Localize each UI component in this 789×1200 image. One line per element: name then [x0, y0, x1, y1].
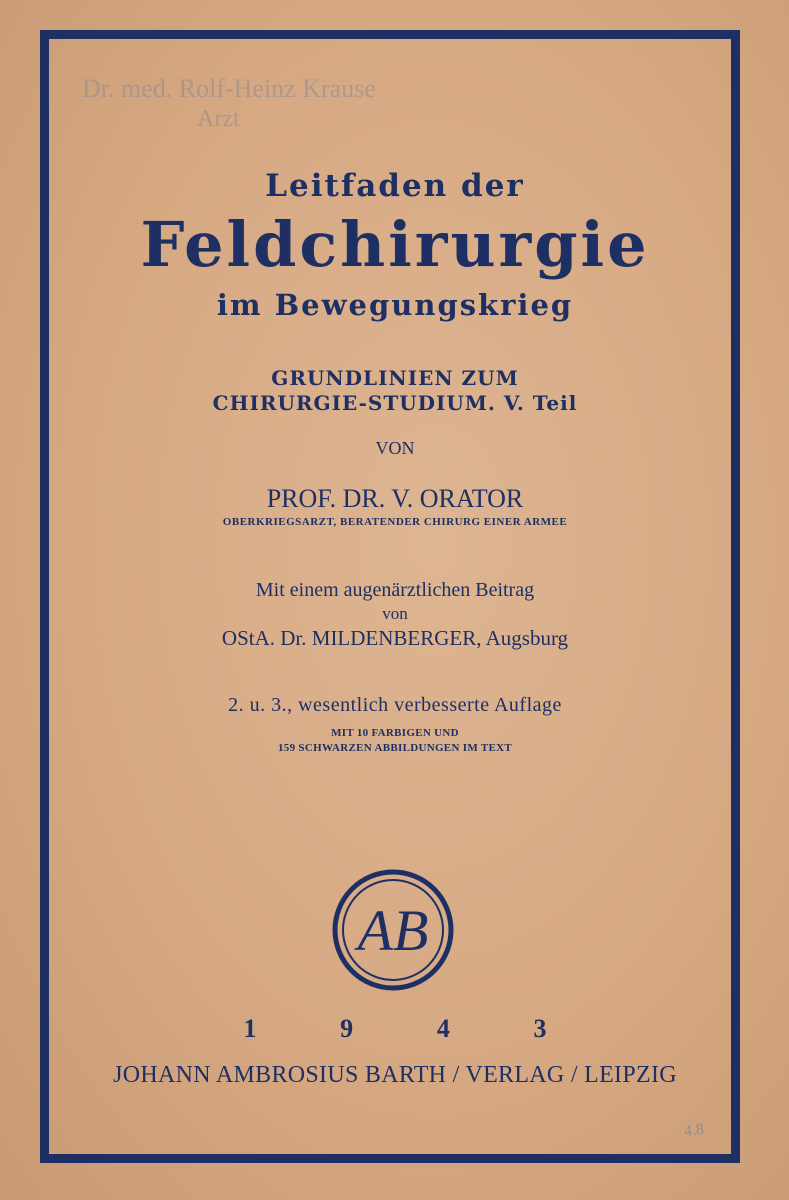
year-digit: 1 — [243, 1014, 257, 1043]
contribution-line: Mit einem augenärztlichen Beitrag — [255, 579, 535, 601]
subtitle — [60, 366, 730, 416]
illustrations-line-2: 159 SCHWARZEN ABBILDUNGEN IM TEXT — [277, 742, 513, 754]
year-digit: 4 — [436, 1014, 450, 1043]
stamp-line-2: Arzt — [197, 106, 240, 132]
illustrations-note — [60, 726, 730, 756]
title-main: Feldchirurgie — [140, 208, 650, 281]
by-label: VON — [375, 438, 415, 458]
year-digit: 9 — [340, 1014, 354, 1043]
edition-note: 2. u. 3., wesentlich verbesserte Auflage — [228, 694, 562, 716]
subtitle-line-2: CHIRURGIE-STUDIUM. V. Teil — [212, 391, 578, 415]
title-line-3: im Bewegungskrieg — [216, 288, 574, 322]
author-name: PROF. DR. V. ORATOR — [266, 484, 524, 513]
publication-year — [240, 1014, 550, 1044]
year-digit: 3 — [533, 1014, 547, 1043]
contributor-name: OStA. Dr. MILDENBERGER, Augsburg — [221, 626, 569, 650]
pencil-shelf-mark: 4.8 — [682, 1120, 706, 1141]
owner-stamp — [82, 74, 402, 134]
title-line-1: Leitfaden der — [265, 168, 525, 204]
logo-letters: AB — [357, 898, 429, 963]
illustrations-line-1: MIT 10 FARBIGEN UND — [331, 727, 459, 739]
contribution-von: von — [382, 604, 408, 623]
subtitle-line-1: GRUNDLINIEN ZUM — [271, 366, 519, 390]
publisher-logo-icon — [331, 868, 455, 992]
stamp-line-1: Dr. med. Rolf-Heinz Krause — [82, 74, 376, 103]
contribution — [60, 578, 730, 650]
author-role: OBERKRIEGSARZT, BERATENDER CHIRURG EINER ARMEE — [222, 516, 568, 528]
publisher-line: JOHANN AMBROSIUS BARTH / VERLAG / LEIPZIG — [113, 1062, 677, 1088]
